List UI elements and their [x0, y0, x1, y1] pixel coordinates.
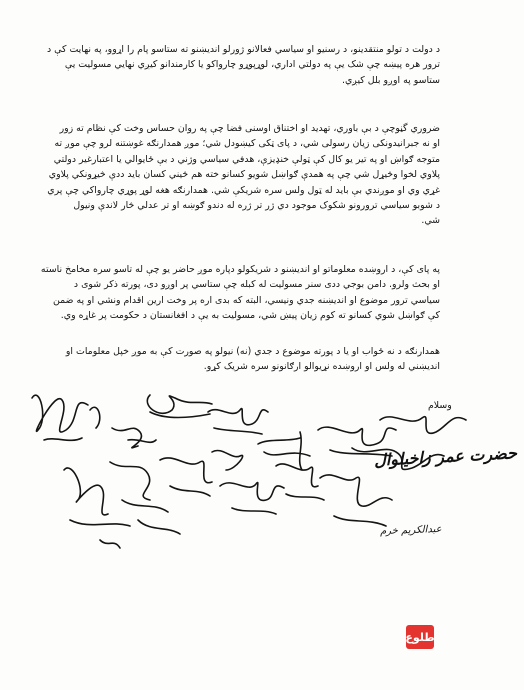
text-line: ضروري گڼوچې د بې باوري، تهديد او اختناق اوسنی فضا چې په روان حساس وخت کې نظام ته زور [59, 123, 440, 134]
closing-salutation: وسلام [428, 400, 452, 411]
signature-scribble [32, 395, 100, 440]
text-line: په پای کې، د اروښده معلوماتو او انديښنو د شريکولو دپاره موږ حاضر يو چې له تاسو سره مخامخ ناسته [40, 264, 440, 275]
tolo-logo [406, 625, 434, 649]
tolo-logo-text: طلوع [405, 630, 435, 644]
signature-scribble [258, 432, 310, 470]
paragraph-2 [40, 121, 440, 229]
signature-scribble [220, 483, 284, 514]
signature-scribble [64, 468, 130, 548]
signature-scribble [160, 458, 212, 496]
text-line: د دولت د تولو منتقدينو، د رسنيو او سياسي فعالانو ژورلو انديښنو ته ستاسو پام را اړوو، په نهايت کې د [47, 44, 440, 55]
paragraph-3 [40, 262, 440, 324]
text-line: غړي وي او موږندي بې بايد له ټول ولس سره شريکې شي. همدارنګه هغه لوړ پوړي چارواکي چې پري [47, 184, 440, 196]
signature-scribble [110, 462, 180, 534]
signature-scribble [112, 428, 156, 448]
signature-scribble [212, 450, 243, 470]
signature-scribble [208, 409, 268, 434]
signature-scribble [380, 417, 466, 434]
text-line: همدارنګه د نه ځواب او يا د پورته موضوع د جدي (نه) نيولو په صورت کې به موږ خپل معلومات او [65, 346, 440, 357]
text-line: پلاوي لخوا وڅيړل شي چې په همدې ګواښل شويو کسانو خته هم څيني کسان بايد ددې څيړونکي پلاوي [48, 169, 440, 181]
text-line: د شوبو سياسي ترورونو شکوک موجود دي ژر تر ژره له دندو ګوښه او تر عدلي څار لاندې ونيول [73, 200, 440, 212]
signature-name-khurram: عبدالکریم خرم [379, 523, 442, 538]
text-line: متوجه ګواښ او په تير يو کال کې ټولې خنډيزې، هدفي سياسي وژني د بې ځايوالي يا اعتبارغير دولتي [53, 153, 440, 165]
signature-scribble [320, 475, 392, 526]
text-line: انديښني له ولس او اروښده نړيوالو ارګانونو سره شريک کړو. [203, 361, 440, 373]
paragraph-4 [40, 344, 440, 375]
text-line: کې ګواښل شوي کسانو ته کوم زيان پيښ شي، مسوليت به يې د افغانستان د حکومت پر غاړه وي. [60, 310, 440, 322]
signature-scribble [147, 395, 212, 418]
signature-scribble [276, 464, 324, 500]
paragraph-1 [40, 42, 440, 88]
text-line: سياسي ترور موضوع او انديښنه جدي ونيسي، البته که بدی اره پر وخت ارين اقدام ونشي او په ضمن [52, 294, 440, 306]
text-line: ترور هره پيښه چې شک يې په دولتي اداري، لوړپوړو چارواکو يا کارمندانو کيږي نهايي مسوليت يې [64, 59, 440, 71]
text-line: او نه جبرانيدونکی زيان رسولی شي، د پای ټکی کيښودل شي؛ موږ همدارنګه غوښتنه لرو چې موږ ته [54, 138, 440, 150]
text-line: ستاسو په اوږو بلل کيږي. [341, 74, 440, 86]
text-line: او بحث ولرو. دامن بوجي ددی سنر مسوليت له کبله چې ستاسي پر اوږو دی، پورته ذکر شوی د [73, 279, 440, 291]
signature-name-zakhilwal: حضرت عمر زاخيلوال [373, 443, 518, 470]
text-line: شي. [421, 215, 440, 227]
